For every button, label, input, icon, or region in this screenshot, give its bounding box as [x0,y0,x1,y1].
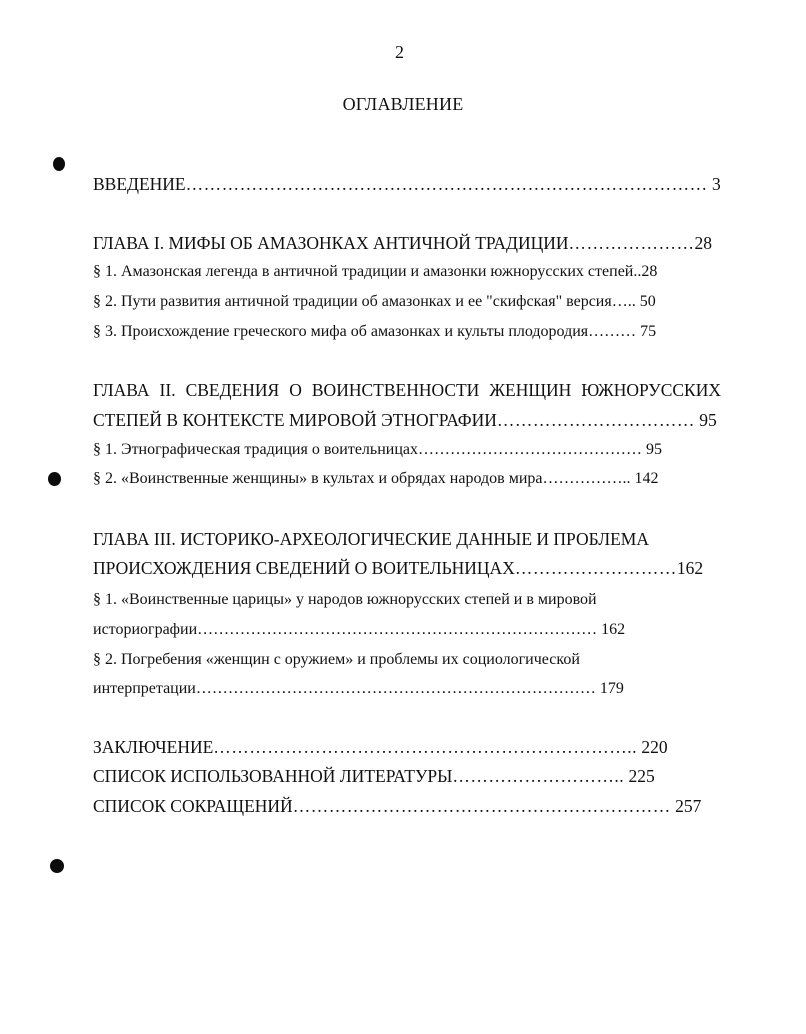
leader-dots: …………………………………………………………………………… [185,174,708,194]
entry-page: 50 [639,293,656,310]
entry-title: § 2. «Воинственные женщины» в культах и обрядах народов мира [93,470,543,487]
entry-page: 28 [694,233,713,253]
leader-dots: ……………………………………………………… [292,796,671,816]
entry-page: 162 [601,621,626,638]
leader-dots: …………………………… [496,410,695,430]
leader-dots: .. [633,263,642,280]
page-number: 2 [395,42,404,62]
entry-page: 95 [699,410,717,430]
toc-entry-chapter-3-section-1-line-1[interactable]: § 1. «Воинственные царицы» у народов южнорусских степей и в мировой [93,591,597,608]
toc-entry-chapter-1-section-3[interactable] [93,321,717,343]
entry-title: § 1. Амазонская легенда в античной традиции и амазонки южнорусских степей [93,263,634,280]
toc-entry-chapter-3-section-2-line-1[interactable]: § 2. Погребения «женщин с оружием» и проблемы их социологической [93,651,580,668]
toc-entry-conclusion[interactable] [93,736,717,758]
toc-entry-chapter-2-section-2[interactable] [93,468,717,490]
entry-title: § 3. Происхождение греческого мифа об амазонках и культы плодородия [93,323,589,340]
binder-hole-bottom [50,859,64,873]
toc-entry-chapter-3[interactable] [93,557,717,579]
entry-page: 95 [646,441,662,458]
toc-entry-chapter-3-line-1[interactable]: ГЛАВА III. ИСТОРИКО-АРХЕОЛОГИЧЕСКИЕ ДАННЫЕ И ПРОБЛЕМА [93,529,649,549]
toc-entry-chapter-1[interactable] [93,232,717,254]
entry-title: ЗАКЛЮЧЕНИЕ [93,737,214,757]
leader-dots: ……………………….. [452,766,625,786]
leader-dots: …………………………………………………………….. [213,737,638,757]
binder-hole-top [53,157,65,171]
entry-title: СТЕПЕЙ В КОНТЕКСТЕ МИРОВОЙ ЭТНОГРАФИИ [93,410,497,430]
leader-dots: ……………………… [514,558,677,578]
toc-entry-intro[interactable] [93,173,721,195]
entry-page: 162 [676,558,704,578]
leader-dots: ….. [611,293,636,310]
entry-title: СПИСОК ИСПОЛЬЗОВАННОЙ ЛИТЕРАТУРЫ [93,766,453,786]
toc-entry-chapter-3-section-2[interactable] [93,678,717,700]
leader-dots: ………………………………………………………………… [197,621,598,638]
toc-entry-chapter-3-section-1[interactable] [93,619,717,641]
entry-title: ВВЕДЕНИЕ [93,174,186,194]
toc-entry-chapter-2-section-1[interactable] [93,439,717,461]
toc-entry-chapter-2-line-1[interactable]: ГЛАВА II. СВЕДЕНИЯ О ВОИНСТВЕННОСТИ ЖЕНЩИН ЮЖНОРУССКИХ [93,380,721,400]
entry-title: ГЛАВА I. МИФЫ ОБ АМАЗОНКАХ АНТИЧНОЙ ТРАДИЦИИ [93,233,569,253]
entry-page: 257 [675,796,702,816]
leader-dots: …………………………………… [418,441,642,458]
entry-page: 28 [641,263,658,280]
entry-page: 225 [628,766,655,786]
toc-entry-literature[interactable] [93,765,717,787]
toc-entry-abbreviations[interactable] [93,795,717,817]
toc-entry-chapter-1-section-1[interactable] [93,261,717,283]
toc-title: ОГЛАВЛЕНИЕ [342,94,464,114]
entry-title: § 1. Этнографическая традиция о воительницах [93,441,418,458]
entry-title: СПИСОК СОКРАЩЕНИЙ [93,796,293,816]
entry-title: историографии [93,621,198,638]
leader-dots: …………….. [542,470,631,487]
entry-title: ПРОИСХОЖДЕНИЯ СВЕДЕНИЙ О ВОИТЕЛЬНИЦАХ [93,558,515,578]
binder-hole-middle [48,472,61,486]
leader-dots: ………………… [568,233,695,253]
entry-title: интерпретации [93,680,196,697]
entry-page: 3 [712,174,721,194]
entry-page: 75 [640,323,657,340]
leader-dots: ………………………………………………………………… [195,680,596,697]
entry-title: § 2. Пути развития античной традиции об амазонках и ее "скифская" версия [93,293,612,310]
leader-dots: ……… [588,323,637,340]
entry-page: 179 [599,680,624,697]
entry-page: 220 [641,737,668,757]
entry-page: 142 [634,470,659,487]
toc-entry-chapter-2[interactable] [93,409,717,431]
toc-entry-chapter-1-section-2[interactable] [93,291,717,313]
